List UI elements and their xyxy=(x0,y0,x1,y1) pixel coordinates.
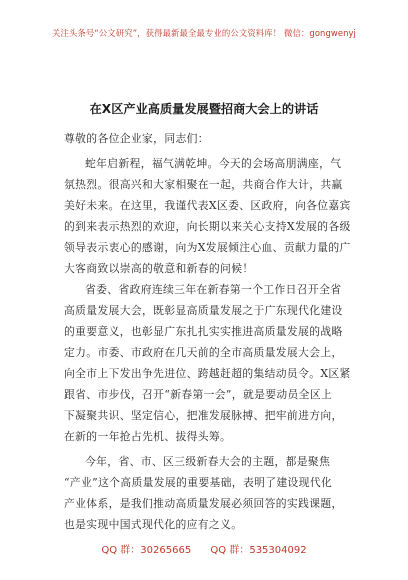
paragraph-line: 也是实现中国式现代化的应有之义。 xyxy=(64,518,243,531)
paragraph-line: 领导表示衷心的感谢，向为X发展倾注心血、贡献力量的广 xyxy=(64,241,351,254)
paragraph-line: 定力。市委、市政府在几天前的全市高质量发展大会上， xyxy=(64,346,343,359)
paragraph-line: 大客商致以崇高的敬意和新春的问候！ xyxy=(64,262,254,275)
paragraph-line: 高质量发展大会，既彰显高质量发展之于广东现代化建设 xyxy=(64,304,343,317)
document-body xyxy=(64,116,350,535)
paragraph-line: “产业”这个高质量发展的重要基础，表明了建设现代化 xyxy=(64,476,333,489)
paragraph-line: 蛇年启新程，福气满乾坤。今天的会场高朋满座，气 xyxy=(85,157,342,170)
footer-qq-group-1: QQ 群：30265665 xyxy=(101,545,192,556)
paragraph-line: 省委、省政府连续三年在新春第一个工作日召开全省 xyxy=(85,283,342,296)
header-banner: 关注头条号“公文研究”，获得最新最全最专业的公文资料库！ 微信：gongwenyj xyxy=(52,28,356,38)
paragraph-line: 跟省、市步伐，召开“新春第一会”，就是要动员全区上 xyxy=(64,388,333,401)
paragraph-line: 今年，省、市、区三级新春大会的主题，都是聚焦 xyxy=(85,455,331,468)
paragraph-line: 氛热烈。很高兴和大家相聚在一起，共商合作大计，共赢 xyxy=(64,178,343,191)
footer-contact xyxy=(0,541,408,556)
paragraph-line: 的到来表示热烈的欢迎，向长期以来关心支持X发展的各级 xyxy=(64,220,351,233)
paragraph-line: 下凝聚共识、坚定信心，把准发展脉搏、把牢前进方向， xyxy=(64,409,343,422)
salutation-line: 尊敬的各位企业家，同志们： xyxy=(64,132,209,145)
paragraph-line: 的重要意义，也彰显广东扎扎实实推进高质量发展的战略 xyxy=(64,325,343,338)
document-title: 在X区产业高质量发展暨招商大会上的讲话 xyxy=(89,102,319,116)
paragraph-line: 产业体系，是我们推动高质量发展必须回答的实践课题， xyxy=(64,497,343,510)
paragraph-line: 向全市上下发出争先进位、跨越赶超的集结动员令。X区紧 xyxy=(64,367,351,380)
paragraph-line: 在新的一年抢占先机、拔得头筹。 xyxy=(64,430,232,443)
paragraph-line: 美好未来。在这里，我谨代表X区委、区政府，向各位嘉宾 xyxy=(64,199,351,212)
footer-qq-group-2: QQ 群：535304092 xyxy=(210,545,307,556)
